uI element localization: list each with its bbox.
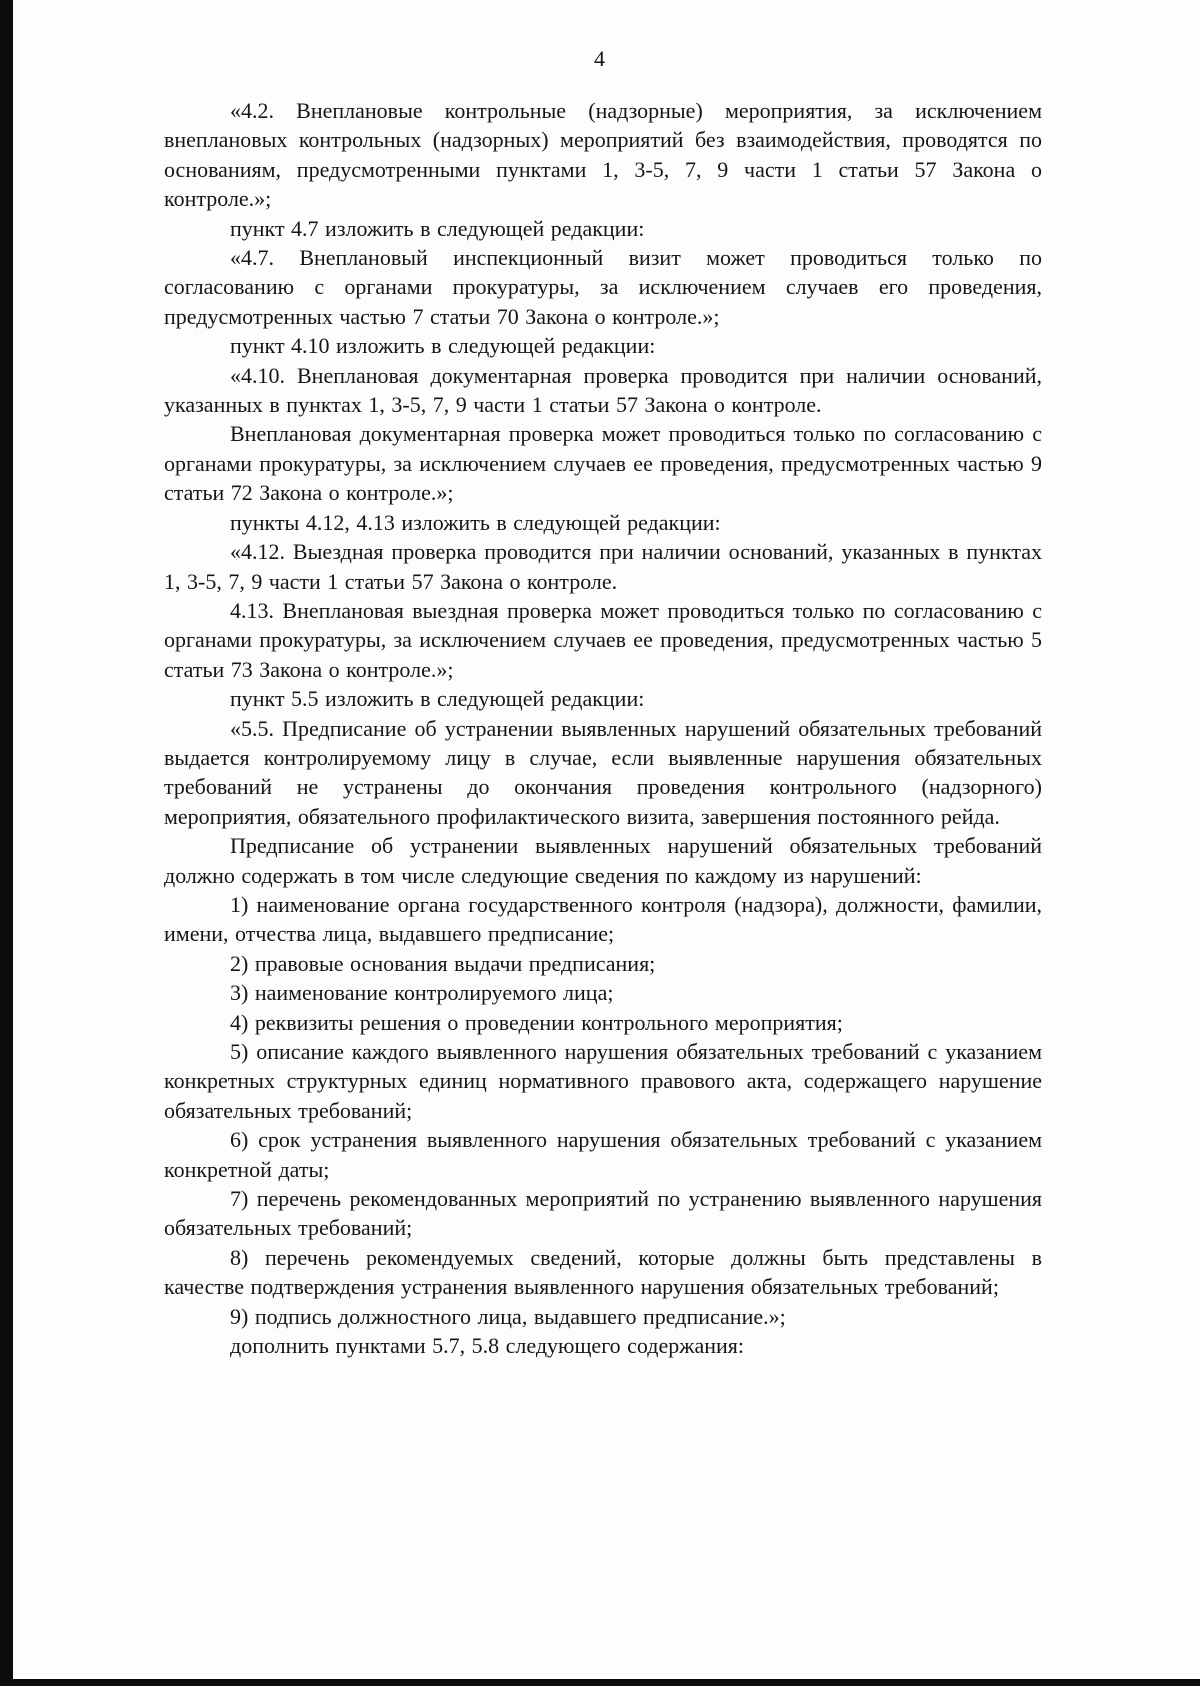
- paragraph: дополнить пунктами 5.7, 5.8 следующего содержания:: [230, 1333, 744, 1359]
- page-number: 4: [594, 46, 606, 71]
- document-body: [164, 96, 1042, 1360]
- paragraph: «4.2. Внеплановые контрольные (надзорные) мероприятия, за исключением внеплановых контрольных (надзорных) мероприятий без взаимодействия, проводятся по основаниям, предусмотренными пунктами 1, 3-5, 7, 9 части 1 статьи 57 Закона о контроле.»;: [164, 98, 1042, 212]
- paragraph: Внеплановая документарная проверка может проводиться только по согласованию с органами прокуратуры, за исключением случаев ее проведения, предусмотренных частью 9 статьи 72 Закона о контроле.»;: [164, 421, 1042, 506]
- paragraph: 3) наименование контролируемого лица;: [230, 980, 614, 1006]
- paragraph: «4.12. Выездная проверка проводится при наличии оснований, указанных в пунктах 1, 3-5, 7, 9 части 1 статьи 57 Закона о контроле.: [164, 539, 1042, 594]
- paragraph: пункт 4.7 изложить в следующей редакции:: [230, 215, 645, 241]
- paragraph: Предписание об устранении выявленных нарушений обязательных требований должно содержать в том числе следующие сведения по каждому из нарушений:: [164, 833, 1042, 888]
- paragraph: 6) срок устранения выявленного нарушения обязательных требований с указанием конкретной даты;: [164, 1127, 1042, 1182]
- paragraph: пункты 4.12, 4.13 изложить в следующей редакции:: [230, 509, 721, 535]
- paragraph: пункт 5.5 изложить в следующей редакции:: [230, 686, 645, 712]
- paragraph: «5.5. Предписание об устранении выявленных нарушений обязательных требований выдается контролируемому лицу в случае, если выявленные нарушения обязательных требований не устранены до окончания проведения контрольного (надзорного) мероприятия, обязательного профилактического визита, завершения постоянного рейда.: [164, 715, 1042, 829]
- paragraph: 8) перечень рекомендуемых сведений, которые должны быть представлены в качестве подтверждения устранения выявленного нарушения обязательных требований;: [164, 1244, 1042, 1300]
- paragraph: 2) правовые основания выдачи предписания;: [230, 950, 656, 976]
- paragraph: 5) описание каждого выявленного нарушения обязательных требований с указанием конкретных структурных единиц нормативного правового акта, содержащего нарушение обязательных требований;: [164, 1039, 1042, 1123]
- paragraph: 7) перечень рекомендованных мероприятий по устранению выявленного нарушения обязательных требований;: [164, 1186, 1042, 1241]
- paragraph: 4.13. Внеплановая выездная проверка может проводиться только по согласованию с органами прокуратуры, за исключением случаев ее проведения, предусмотренных частью 5 статьи 73 Закона о контроле.»;: [164, 597, 1042, 682]
- paragraph: «4.10. Внеплановая документарная проверка проводится при наличии оснований, указанных в пунктах 1, 3-5, 7, 9 части 1 статьи 57 Закона о контроле.: [164, 362, 1042, 418]
- paragraph: 4) реквизиты решения о проведении контрольного мероприятия;: [230, 1009, 843, 1035]
- paragraph: «4.7. Внеплановый инспекционный визит может проводиться только по согласованию с органами прокуратуры, за исключением случаев его проведения, предусмотренных частью 7 статьи 70 Закона о контроле.»;: [164, 245, 1042, 329]
- paragraph: 1) наименование органа государственного контроля (надзора), должности, фамилии, имени, отчества лица, выдавшего предписание;: [164, 891, 1042, 947]
- paragraph: пункт 4.10 изложить в следующей редакции:: [230, 333, 656, 359]
- paragraph: 9) подпись должностного лица, выдавшего предписание.»;: [230, 1303, 786, 1329]
- scan-edge-left: [0, 0, 13, 1686]
- scan-edge-bottom: [0, 1679, 1200, 1686]
